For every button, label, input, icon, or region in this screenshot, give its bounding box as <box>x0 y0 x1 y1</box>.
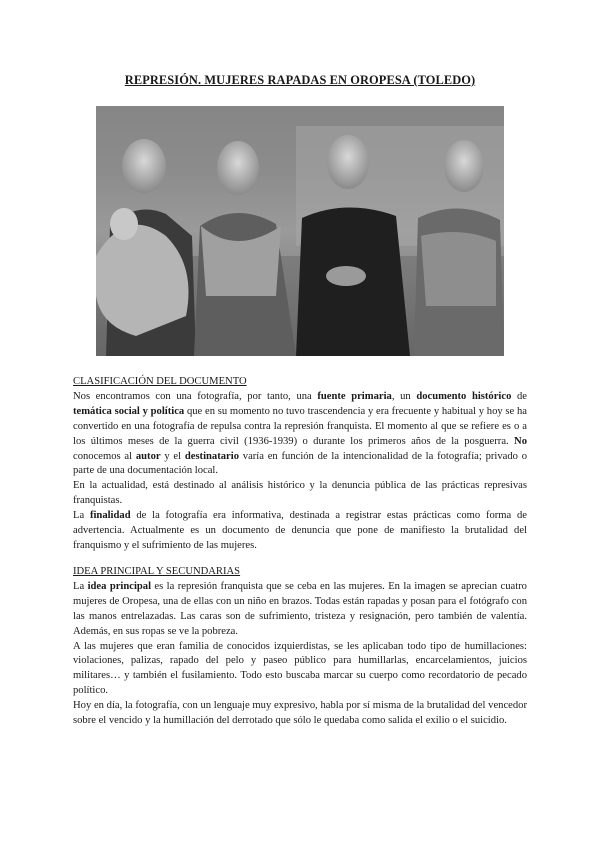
paragraph <box>73 580 527 640</box>
text-run: A las mujeres que eran familia de conocidos izquierdistas, se les aplicaban todo tipo de humillaciones: violaciones, palizas, rapado del pelo y paseo público para humillarlas, encarcelamientos, juicios militares… y también el fusilamiento. Todo esto buscaba marcar su cuerpo como recordatorio de pecado político. <box>73 640 527 697</box>
text-run: que en su momento no tuvo trascendencia y era frecuente y habitual y hoy se ha convertido en una fotografía de repulsa contra la represión franquista. El momento al que se refiere es o a los últimos meses de la guerra civil (1936-1939) o durante los primeros años de la posguerra. <box>73 405 527 447</box>
section-clasificacion <box>73 375 527 554</box>
paragraph <box>73 390 527 479</box>
section-body <box>73 580 527 729</box>
text-run: de la fotografía era informativa, destinada a registrar estas prácticas como forma de advertencia. Actualmente es un documento de denuncia que pone de manifiesto la brutalidad del franquismo y el sufrimiento de las mujeres. <box>73 510 528 551</box>
bold-term: temática social y política <box>73 405 185 417</box>
text-run: La <box>73 580 88 592</box>
bold-term: destinatario <box>184 450 239 462</box>
historical-photograph <box>96 106 504 356</box>
text-run: es la represión franquista que se ceba en las mujeres. En la imagen se aprecian cuatro mujeres de Oropesa, una de ellas con un niño en brazos. Todas están rapadas y posan para el fotógrafo con las manos entrelazadas. Las caras son de sufrimiento, tristeza y resignación, pero también de valentía. Además, en sus ropas se ve la pobreza. <box>73 580 527 637</box>
bold-term: idea principal <box>87 580 152 592</box>
paragraph <box>73 509 527 554</box>
document-title: REPRESIÓN. MUJERES RAPADAS EN OROPESA (TOLEDO) <box>124 73 476 87</box>
paragraph <box>73 640 527 700</box>
text-run: Nos encontramos con una fotografía, por tanto, una <box>73 390 318 402</box>
bold-term: documento histórico <box>416 390 512 402</box>
text-run: Hoy en día, la fotografía, con un lenguaje muy expresivo, habla por sí misma de la brutalidad del vencedor sobre el vencido y la humillación del derrotado que sólo le quedaba como salida el exilio o el suicidio. <box>73 700 527 727</box>
text-run: de <box>511 390 528 402</box>
text-run: En la actualidad, está destinado al análisis histórico y la denuncia pública de las prácticas represivas franquistas. <box>73 480 527 507</box>
text-run: , un <box>391 390 417 402</box>
bold-term: finalidad <box>89 510 131 522</box>
text-run: y el <box>160 450 185 462</box>
section-heading: IDEA PRINCIPAL Y SECUNDARIAS <box>73 566 241 577</box>
text-run: conocemos al <box>73 450 136 462</box>
paragraph <box>73 699 527 729</box>
section-idea-principal <box>73 565 527 729</box>
bold-term: autor <box>135 450 161 462</box>
text-run: La <box>73 510 90 522</box>
section-body <box>73 390 527 554</box>
paragraph <box>73 479 527 509</box>
bold-term: No <box>514 435 527 447</box>
section-heading: CLASIFICACIÓN DEL DOCUMENTO <box>73 376 247 387</box>
text-run: varía en función de la intencionalidad de la fotografía; privado o parte de una documentación local. <box>73 450 527 477</box>
bold-term: fuente primaria <box>317 390 392 402</box>
